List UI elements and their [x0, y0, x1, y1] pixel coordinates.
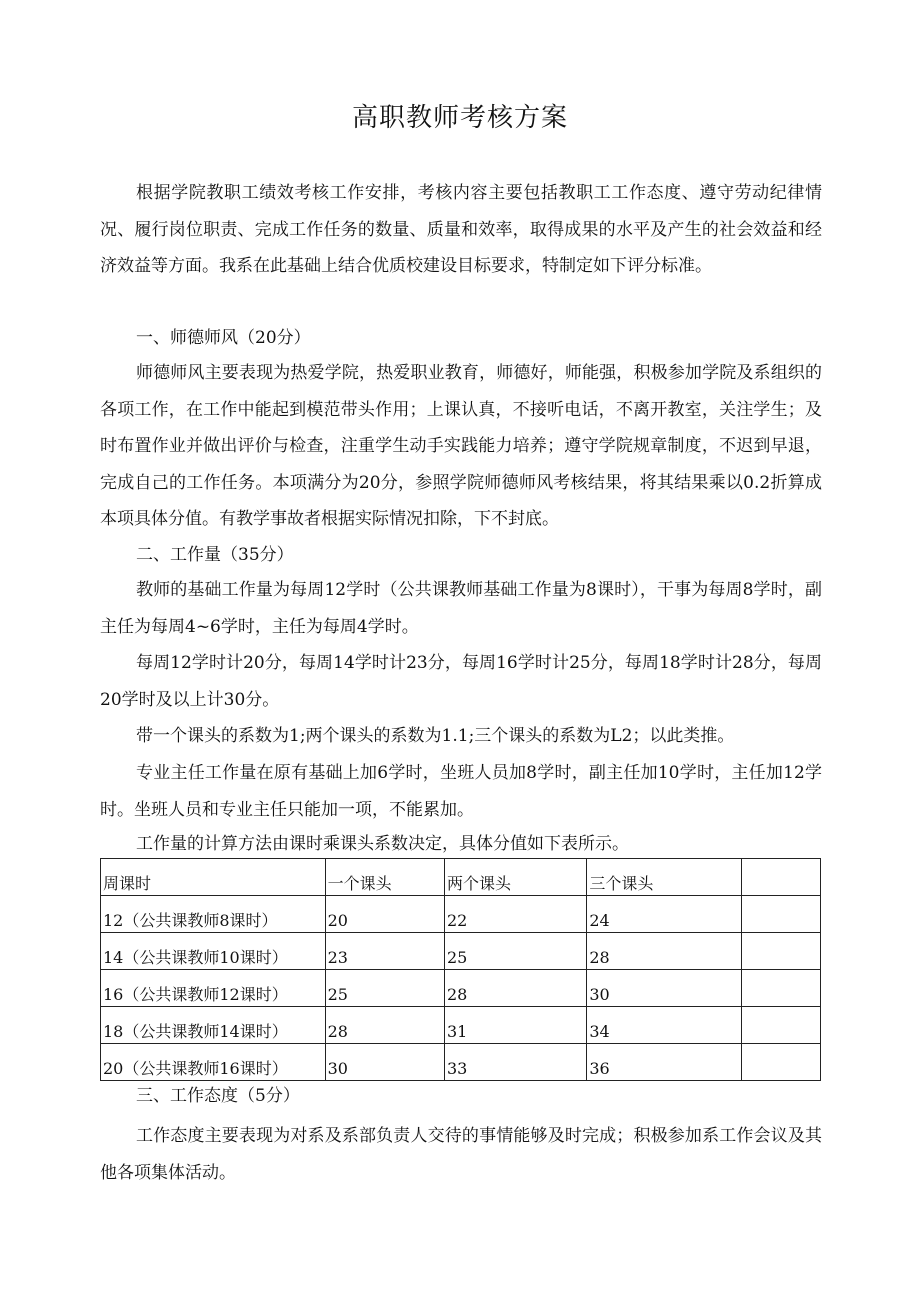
- table-cell: 31: [444, 1007, 586, 1044]
- table-cell: 12（公共课教师8课时）: [101, 896, 326, 933]
- table-cell: 28: [587, 933, 741, 970]
- table-cell: 24: [587, 896, 741, 933]
- table-row: [101, 933, 821, 970]
- workload-paragraph-coefficient: 带一个课头的系数为1;两个课头的系数为1.1;三个课头的系数为L2；以此类推。: [136, 726, 735, 746]
- table-row: [101, 1007, 821, 1044]
- section-heading-ethics: 一、师德师风（20分）: [136, 328, 311, 348]
- page-title: 高职教师考核方案: [351, 103, 568, 133]
- table-cell: [741, 970, 820, 1007]
- table-cell: 34: [587, 1007, 741, 1044]
- ethics-paragraph: 师德师风主要表现为热爱学院，热爱职业教育，师德好，师能强，积极参加学院及系组织的各项工作，在工作中能起到模范带头作用；上课认真，不接听电话，不离开教室，关注学生；及时布置作业并做出评价与检查，注重学生动手实践能力培养；遵守学院规章制度，不迟到早退，完成自己的工作任务。本项满分为20分，参照学院师德师风考核结果，将其结果乘以0.2折算成本项具体分值。有教学事故者根据实际情况扣除，下不封底。: [100, 363, 822, 529]
- table-cell: 28: [444, 970, 586, 1007]
- table-cell: 30: [587, 970, 741, 1007]
- table-cell: 14（公共课教师10课时）: [101, 933, 326, 970]
- attitude-paragraph: 工作态度主要表现为对系及系部负责人交待的事情能够及时完成；积极参加系工作会议及其他各项集体活动。: [100, 1126, 822, 1183]
- table-row: [101, 1044, 821, 1081]
- table-row: [101, 970, 821, 1007]
- workload-paragraph-base: 教师的基础工作量为每周12学时（公共课教师基础工作量为8课时），干事为每周8学时，副主任为每周4~6学时，主任为每周4学时。: [100, 580, 822, 637]
- table-header-cell: 一个课头: [325, 859, 444, 896]
- table-cell: 28: [325, 1007, 444, 1044]
- table-cell: [741, 896, 820, 933]
- table-cell: 22: [444, 896, 586, 933]
- table-row: [101, 896, 821, 933]
- table-header-row: [101, 859, 821, 896]
- table-cell: 23: [325, 933, 444, 970]
- table-header-cell: 三个课头: [587, 859, 741, 896]
- table-cell: 25: [444, 933, 586, 970]
- table-cell: 33: [444, 1044, 586, 1081]
- table-cell: 20（公共课教师16课时）: [101, 1044, 326, 1081]
- table-cell: [741, 933, 820, 970]
- table-header-cell: 周课时: [101, 859, 326, 896]
- table-cell: 16（公共课教师12课时）: [101, 970, 326, 1007]
- table-cell: [741, 1044, 820, 1081]
- section-heading-workload: 二、工作量（35分）: [136, 545, 294, 565]
- table-cell: 20: [325, 896, 444, 933]
- table-cell: 18（公共课教师14课时）: [101, 1007, 326, 1044]
- section-heading-attitude: 三、工作态度（5分）: [136, 1086, 300, 1106]
- table-cell: 25: [325, 970, 444, 1007]
- workload-score-table: [100, 858, 821, 1081]
- table-cell: 30: [325, 1044, 444, 1081]
- workload-paragraph-scores: 每周12学时计20分，每周14学时计23分，每周16学时计25分，每周18学时计28分，每周20学时及以上计30分。: [100, 653, 822, 710]
- table-cell: 36: [587, 1044, 741, 1081]
- table-header-cell: 两个课头: [444, 859, 586, 896]
- workload-paragraph-table-intro: 工作量的计算方法由课时乘课头系数决定，具体分值如下表所示。: [136, 834, 629, 854]
- table-header-cell: [741, 859, 820, 896]
- workload-paragraph-extra: 专业主任工作量在原有基础上加6学时，坐班人员加8学时，副主任加10学时，主任加12学时。坐班人员和专业主任只能加一项，不能累加。: [100, 763, 822, 820]
- table-cell: [741, 1007, 820, 1044]
- intro-paragraph: 根据学院教职工绩效考核工作安排，考核内容主要包括教职工工作态度、遵守劳动纪律情况、履行岗位职责、完成工作任务的数量、质量和效率，取得成果的水平及产生的社会效益和经济效益等方面。我系在此基础上结合优质校建设目标要求，特制定如下评分标准。: [100, 183, 822, 276]
